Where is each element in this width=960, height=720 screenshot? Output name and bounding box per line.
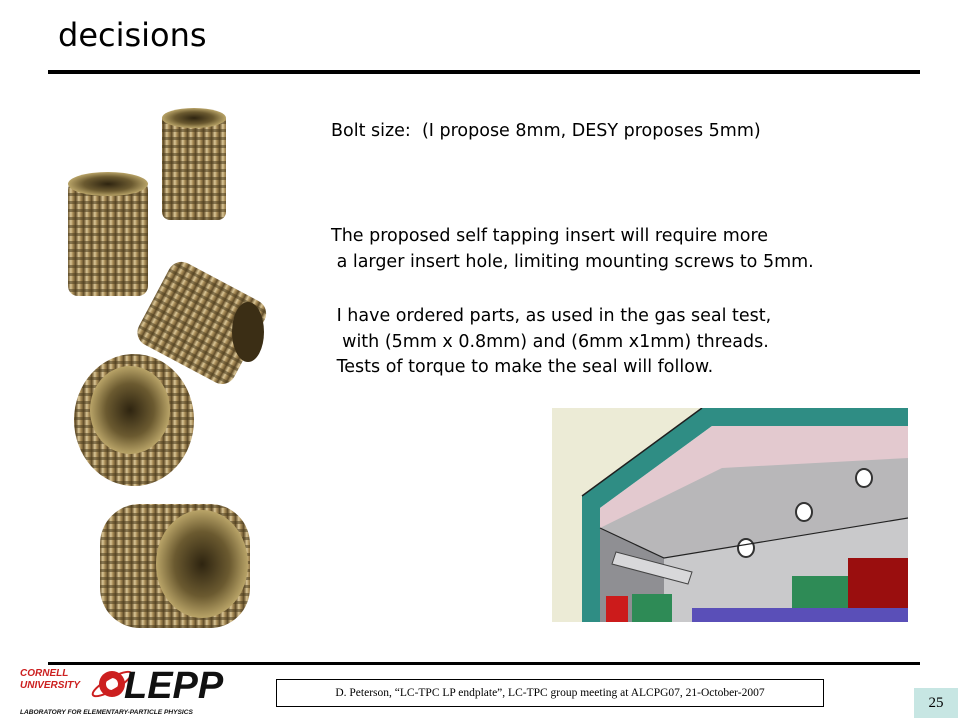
bolt-size-text: Bolt size: (I propose 8mm, DESY proposes 5mm): [331, 121, 761, 141]
citation-text: D. Peterson, “LC-TPC LP endplate”, LC-TPC group meeting at ALCPG07, 21-October-2007: [335, 687, 765, 699]
svg-text:LABORATORY FOR ELEMENTARY-PART: LABORATORY FOR ELEMENTARY-PARTICLE PHYSICS: [20, 709, 193, 716]
svg-text:LEPP: LEPP: [124, 665, 224, 707]
insert-text-line-1: The proposed self tapping insert will require more: [331, 226, 769, 246]
threaded-inserts-photo: [52, 100, 284, 650]
order-text-line-2: with (5mm x 0.8mm) and (6mm x1mm) threads.: [331, 332, 769, 352]
order-text-line-1: I have ordered parts, as used in the gas seal test,: [331, 306, 772, 326]
slide-title: decisions: [58, 16, 207, 54]
lepp-logo: [18, 664, 232, 718]
order-text-line-3: Tests of torque to make the seal will follow.: [331, 357, 714, 377]
svg-text:UNIVERSITY: UNIVERSITY: [20, 680, 81, 691]
citation-footer: [276, 679, 824, 707]
insert-text-line-2: a larger insert hole, limiting mounting screws to 5mm.: [331, 252, 814, 272]
endplate-cad-drawing: [552, 408, 908, 622]
page-number: 25: [914, 688, 958, 718]
svg-text:CORNELL: CORNELL: [20, 668, 69, 679]
title-divider: [48, 70, 920, 74]
